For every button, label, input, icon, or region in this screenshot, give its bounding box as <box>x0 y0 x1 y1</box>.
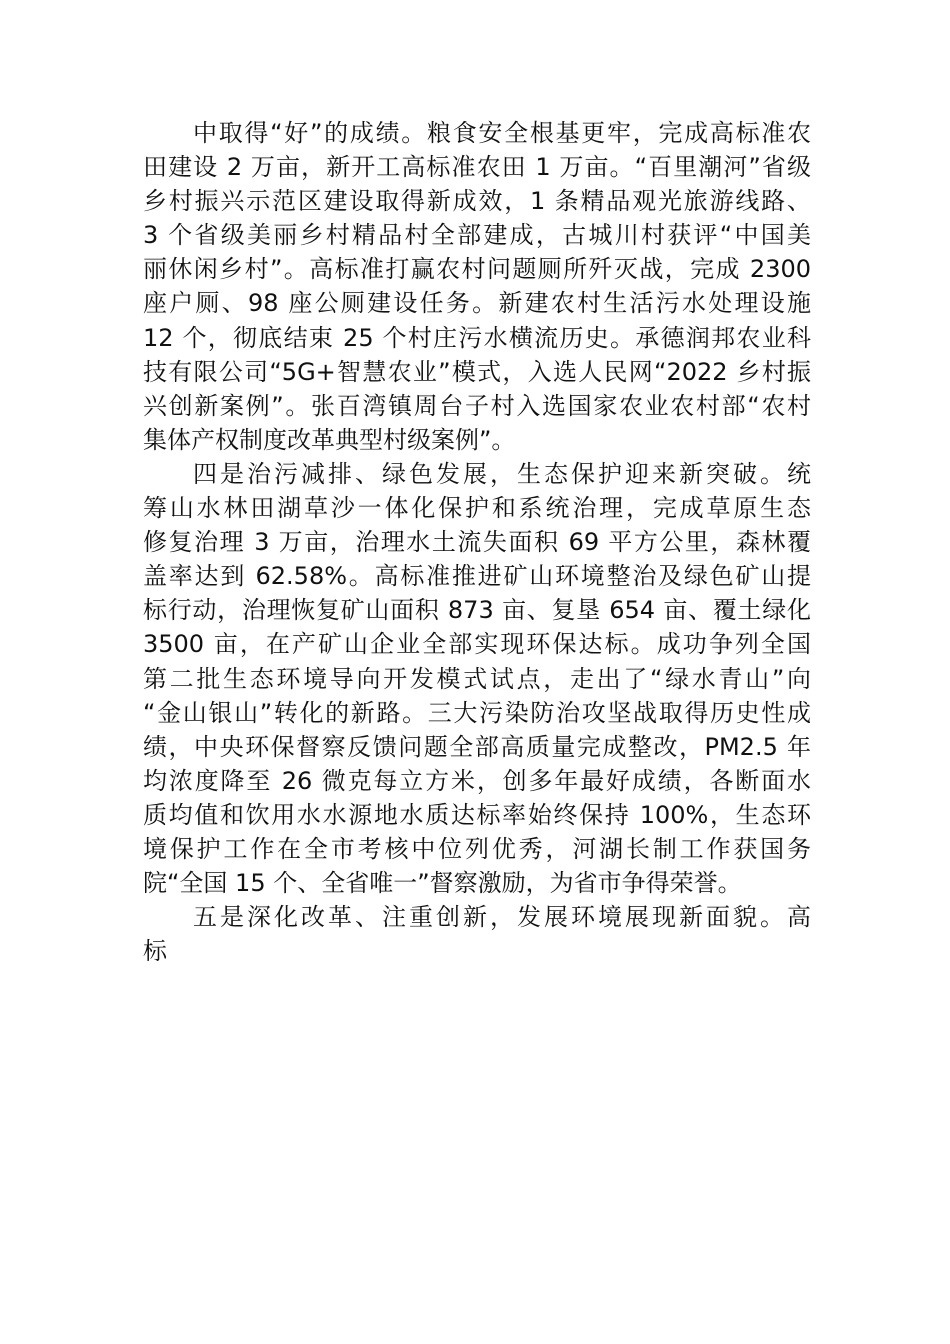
text-line: 盖率达到 62.58%。高标准推进矿山环境整治及绿色矿山提 <box>143 562 811 591</box>
text-line: 12 个，彻底结束 25 个村庄污水横流历史。承德润邦农业科 <box>143 323 811 352</box>
text-line: 均浓度降至 26 微克每立方米，创多年最好成绩，各断面水 <box>143 766 811 795</box>
text-line: 院“全国 15 个、全省唯一”督察激励，为省市争得荣誉。 <box>143 869 742 898</box>
text-line: 标 <box>143 937 167 966</box>
text-line: 丽休闲乡村”。高标准打赢农村问题厕所歼灭战，完成 2300 <box>143 255 811 284</box>
text-line: 筹山水林田湖草沙一体化保护和系统治理，完成草原生态 <box>143 494 811 523</box>
text-line: 乡村振兴示范区建设取得新成效，1 条精品观光旅游线路、 <box>143 187 811 216</box>
text-line: 五是深化改革、注重创新，发展环境展现新面貌。高 <box>193 903 811 932</box>
text-line: 座户厕、98 座公厕建设任务。新建农村生活污水处理设施 <box>143 289 811 318</box>
document-body <box>143 116 811 968</box>
text-line: 第二批生态环境导向开发模式试点，走出了“绿水青山”向 <box>143 664 811 693</box>
text-line: 中取得“好”的成绩。粮食安全根基更牢，完成高标准农 <box>193 119 811 147</box>
text-line: 技有限公司“5G+智慧农业”模式，入选人民网“2022 乡村振 <box>143 357 811 386</box>
text-line: 3500 亩，在产矿山企业全部实现环保达标。成功争列全国 <box>143 630 811 659</box>
text-line: 四是治污减排、绿色发展，生态保护迎来新突破。统 <box>193 459 811 488</box>
text-line: 绩，中央环保督察反馈问题全部高质量完成整改，PM2.5 年 <box>143 732 811 761</box>
text-line: 境保护工作在全市考核中位列优秀，河湖长制工作获国务 <box>143 834 811 863</box>
text-line: 3 个省级美丽乡村精品村全部建成，古城川村获评“中国美 <box>143 221 811 250</box>
text-line: 标行动，治理恢复矿山面积 873 亩、复垦 654 亩、覆土绿化 <box>143 596 811 625</box>
text-line: 田建设 2 万亩，新开工高标准农田 1 万亩。“百里潮河”省级 <box>143 153 811 182</box>
text-line: “金山银山”转化的新路。三大污染防治攻坚战取得历史性成 <box>143 698 811 727</box>
text-line: 兴创新案例”。张百湾镇周台子村入选国家农业农村部“农村 <box>143 391 811 420</box>
text-line: 质均值和饮用水水源地水质达标率始终保持 100%，生态环 <box>143 800 811 829</box>
text-line: 集体产权制度改革典型村级案例”。 <box>143 425 516 454</box>
text-line: 修复治理 3 万亩，治理水土流失面积 69 平方公里，森林覆 <box>143 528 811 557</box>
